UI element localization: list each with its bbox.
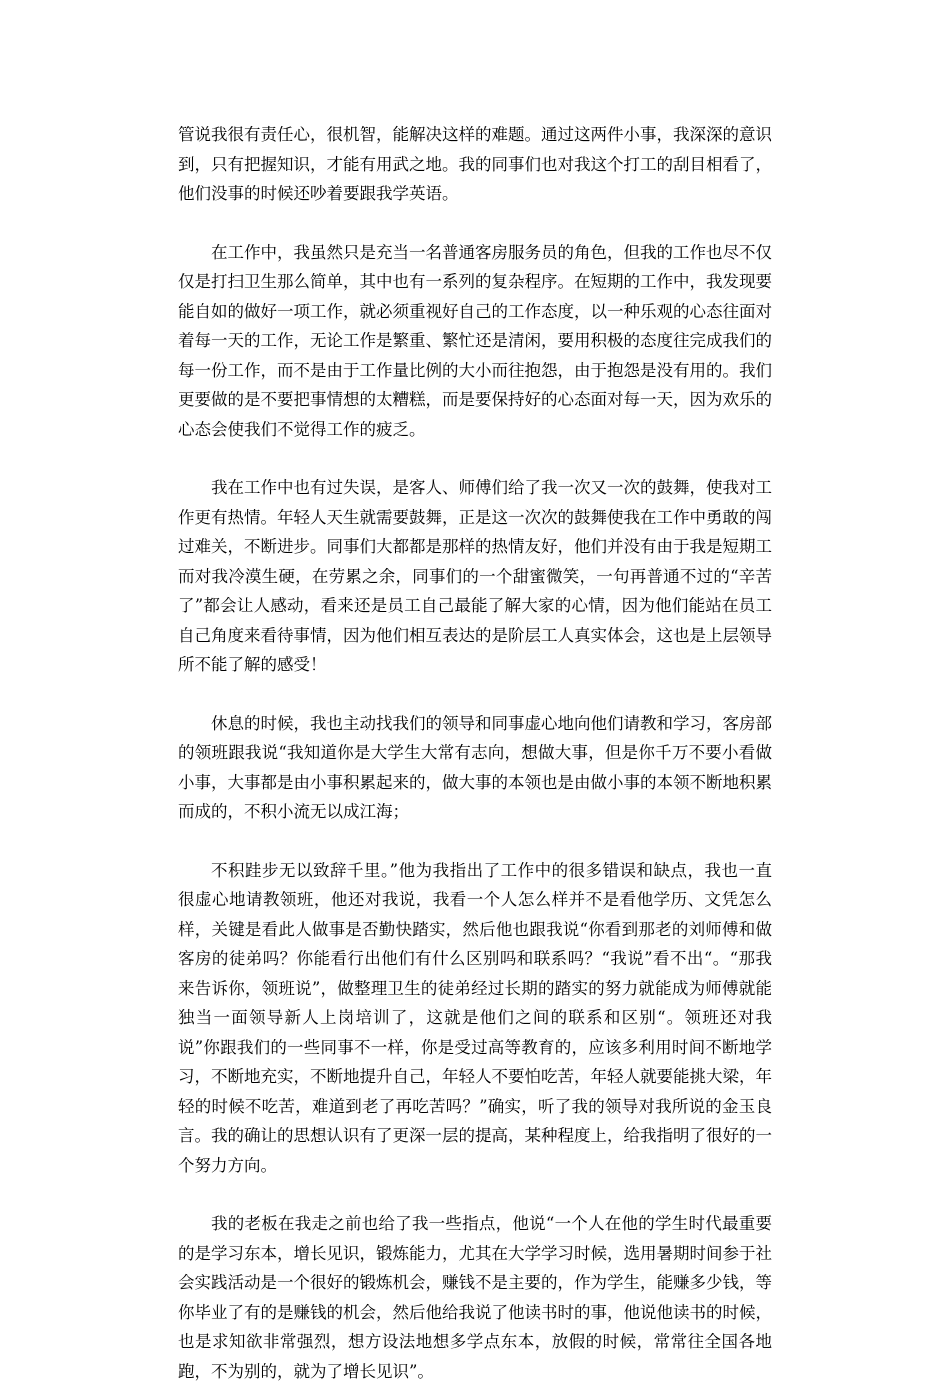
paragraph-4: 休息的时候，我也主动找我们的领导和同事虚心地向他们请教和学习，客房部的领班跟我说“我知道你是大学生大常有志向，想做大事，但是你千万不要小看做小事，大事都是由小事积累起来的，做大事的本领也是由做小事的本领不断地积累而成的，不积小流无以成江海； <box>178 713 772 821</box>
paragraph-3: 我在工作中也有过失误，是客人、师傅们给了我一次又一次的鼓舞，使我对工作更有热情。年轻人天生就需要鼓舞，正是这一次次的鼓舞使我在工作中勇敢的闯过难关，不断进步。同事们大都都是那样的热情友好，他们并没有由于我是短期工而对我冷漠生硬，在劳累之余，同事们的一个甜蜜微笑，一句再普通不过的“辛苦了”都会让人感动，看来还是员工自己最能了解大家的心情，因为他们能站在员工自己角度来看待事情，因为他们相互表达的是阶层工人真实体会，这也是上层领导所不能了解的感受！ <box>178 478 772 674</box>
paragraph-1: 管说我很有责任心，很机智，能解决这样的难题。通过这两件小事，我深深的意识到，只有把握知识，才能有用武之地。我的同事们也对我这个打工的刮目相看了，他们没事的时候还吵着要跟我学英语。 <box>178 125 772 203</box>
paragraph-6: 我的老板在我走之前也给了我一些指点，他说“一个人在他的学生时代最重要的是学习东本，增长见识，锻炼能力，尤其在大学学习时候，选用暑期时间参于社会实践活动是一个很好的锻炼机会，赚钱不是主要的，作为学生，能赚多少钱，等你毕业了有的是赚钱的机会，然后他给我说了他读书时的事，他说他读书的时候，也是求知欲非常强烈，想方设法地想多学点东本，放假的时候，常常往全国各地跑，不为别的，就为了增长见识”。 <box>178 1214 772 1381</box>
paragraph-2: 在工作中，我虽然只是充当一名普通客房服务员的角色，但我的工作也尽不仅仅是打扫卫生那么简单，其中也有一系列的复杂程序。在短期的工作中，我发现要能自如的做好一项工作，就必须重视好自己的工作态度，以一种乐观的心态往面对着每一天的工作，无论工作是繁重、繁忙还是清闲，要用积极的态度往完成我们的每一份工作，而不是由于工作量比例的大小而往抱怨，由于抱怨是没有用的。我们更要做的是不要把事情想的太糟糕，而是要保持好的心态面对每一天，因为欢乐的心态会使我们不觉得工作的疲乏。 <box>178 242 772 439</box>
document-page <box>178 120 772 1386</box>
paragraph-5: 不积跬步无以致辞千里。”他为我指出了工作中的很多错误和缺点，我也一直很虚心地请教领班，他还对我说，我看一个人怎么样并不是看他学历、文凭怎么样，关键是看此人做事是否勤快踏实，然后他也跟我说“你看到那老的刘师傅和做客房的徒弟吗？你能看行出他们有什么区别吗和联系吗？“我说”看不出“。“那我来告诉你，领班说”，做整理卫生的徒弟经过长期的踏实的努力就能成为师傅就能独当一面领导新人上岗培训了，这就是他们之间的联系和区别“。领班还对我说”你跟我们的一些同事不一样，你是受过高等教育的，应该多利用时间不断地学习，不断地充实，不断地提升自己，年轻人不要怕吃苦，年轻人就要能挑大梁，年轻的时候不吃苦，难道到老了再吃苦吗？”确实，听了我的领导对我所说的金玉良言。我的确让的思想认识有了更深一层的提高，某种程度上，给我指明了很好的一个努力方向。 <box>178 860 772 1175</box>
